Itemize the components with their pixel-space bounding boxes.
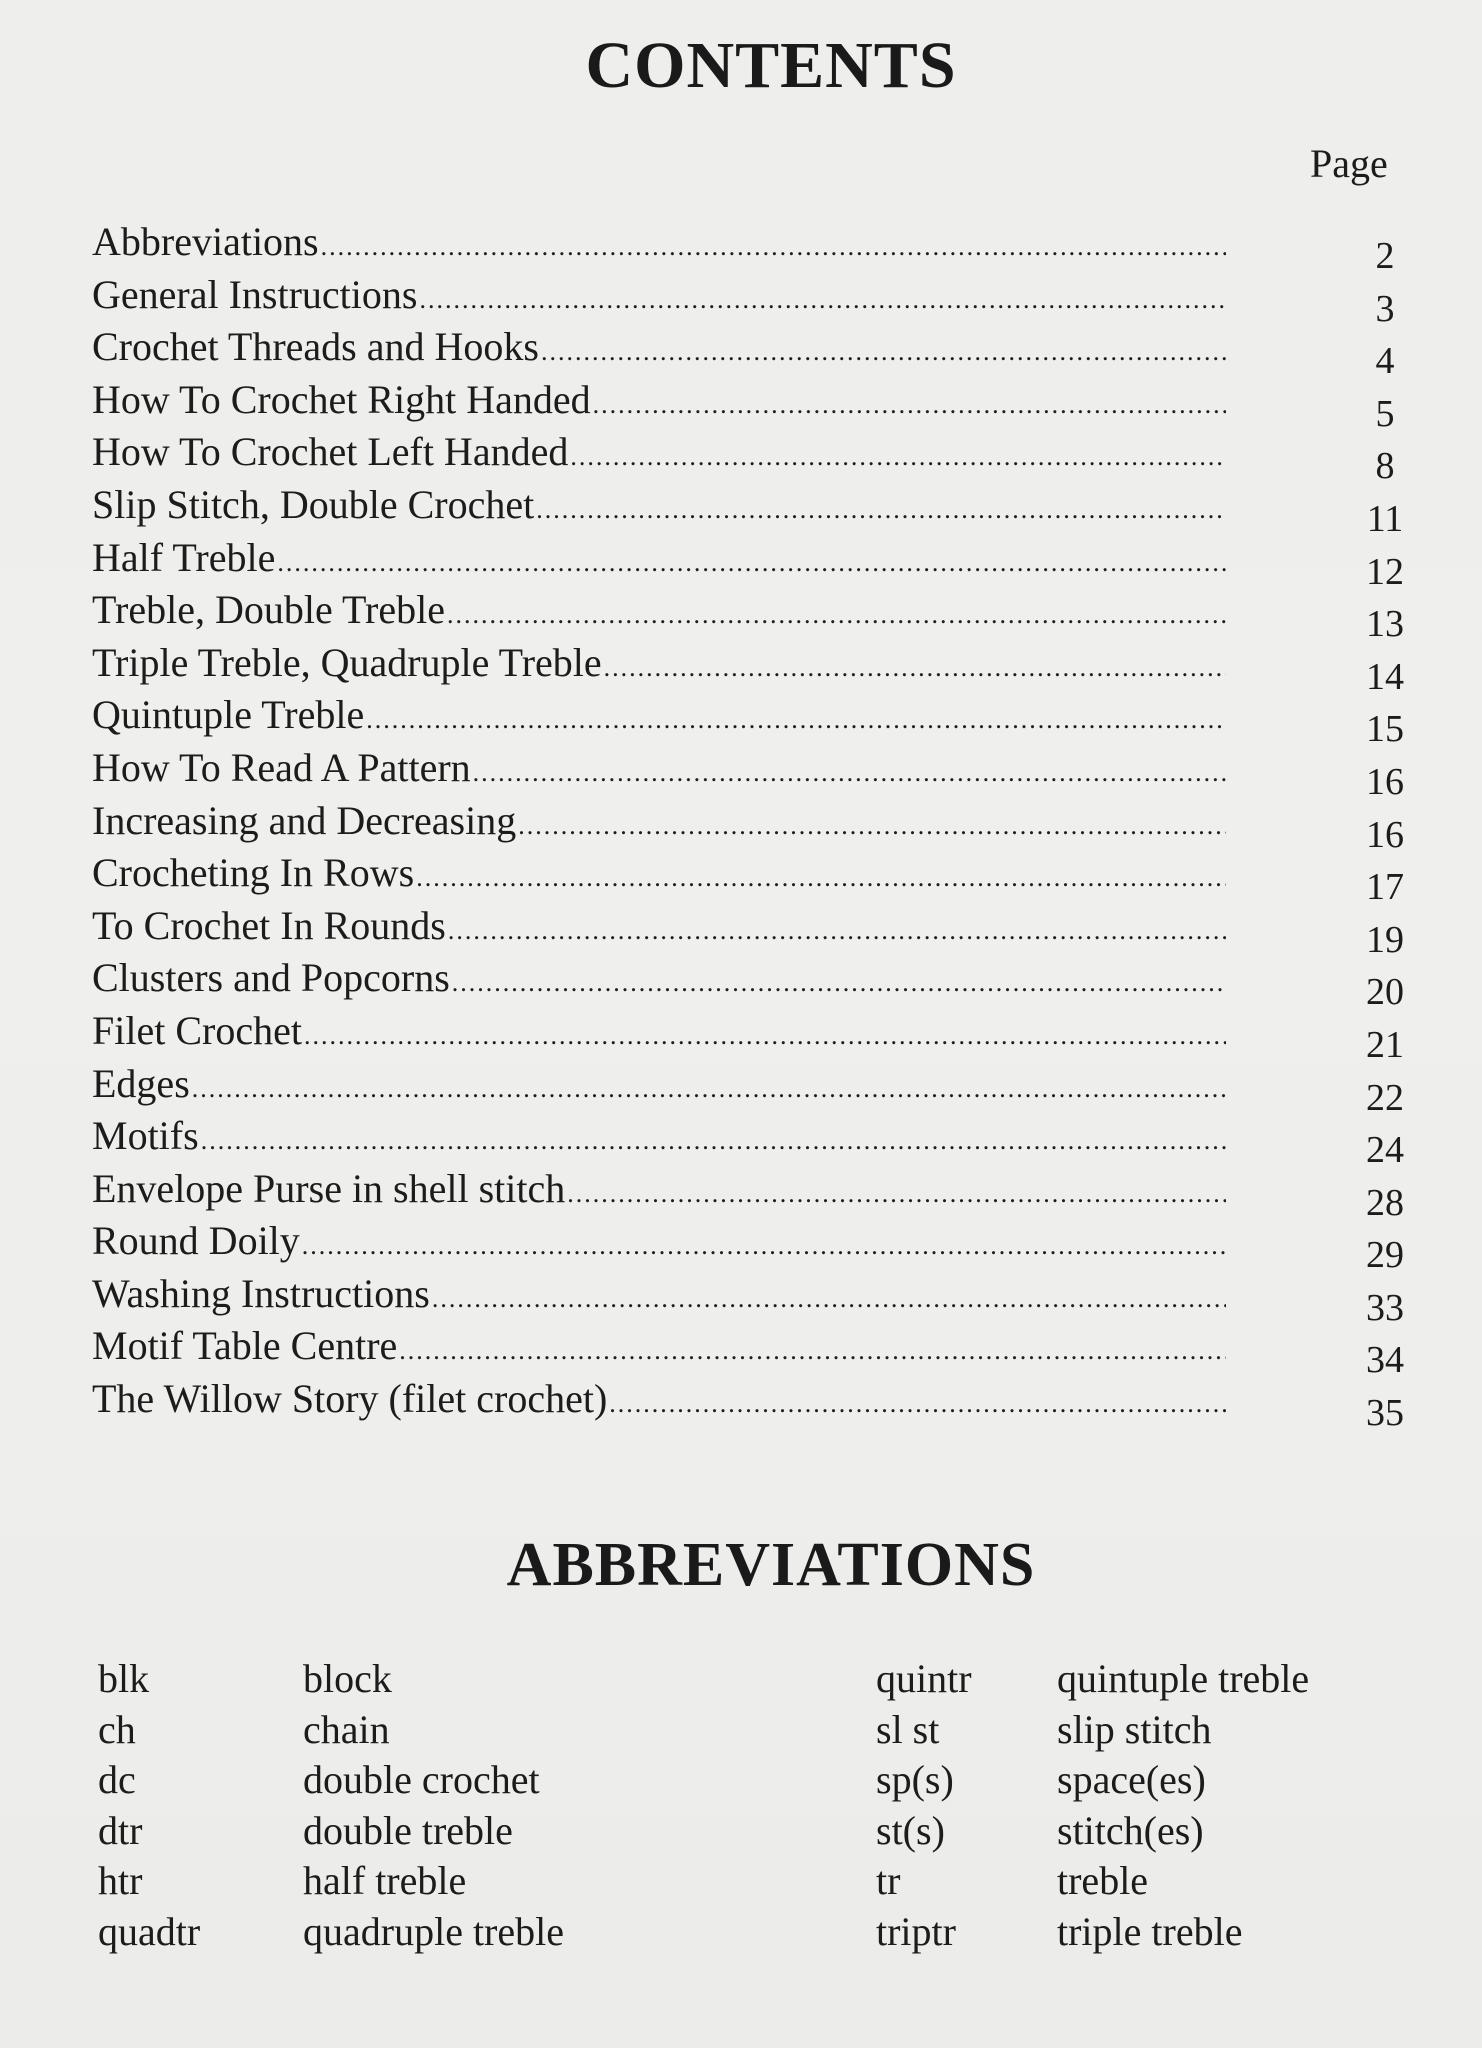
abbreviation-term: quadtr: [98, 1908, 201, 1954]
toc-entry-label: Abbreviations: [92, 219, 319, 264]
toc-entry: [92, 586, 1404, 646]
dot-leader: [419, 285, 1226, 315]
toc-entry-label: Motif Table Centre: [92, 1323, 398, 1369]
toc-entry-label: Half Treble: [92, 534, 276, 580]
toc-entry-label: Round Doily: [92, 1218, 300, 1264]
abbreviation-row: [0, 1857, 1482, 1908]
toc-entry-label: Clusters and Popcorns: [92, 955, 450, 1001]
abbreviation-term: dtr: [98, 1807, 143, 1853]
abbreviation-term: triptr: [876, 1908, 956, 1954]
toc-entry-page: 28: [1366, 1181, 1404, 1224]
abbreviation-meaning: double treble: [303, 1807, 513, 1853]
toc-entry-page: 5: [1375, 392, 1395, 435]
abbreviation-term: tr: [876, 1858, 901, 1903]
toc-entry: [92, 1270, 1404, 1329]
toc-entry-page: 34: [1366, 1339, 1404, 1382]
abbreviation-term: sl st: [876, 1706, 940, 1752]
abbreviation-meaning: treble: [1057, 1858, 1149, 1903]
toc-entry: [92, 744, 1404, 803]
dot-leader: [366, 705, 1226, 735]
toc-entry-page: 3: [1375, 287, 1395, 330]
abbreviation-meaning: double crochet: [303, 1757, 540, 1802]
abbreviations-table: [0, 1655, 1482, 1958]
dot-leader: [399, 1336, 1226, 1366]
dot-leader: [593, 390, 1226, 420]
toc-entry-page: 16: [1366, 813, 1404, 856]
abbreviation-term: dc: [98, 1757, 136, 1802]
toc-entry-label: Edges: [92, 1060, 190, 1106]
abbreviation-meaning: slip stitch: [1057, 1706, 1212, 1752]
abbreviation-row: [0, 1655, 1482, 1706]
abbreviation-meaning: space(es): [1057, 1757, 1206, 1802]
toc-entry: [92, 1217, 1404, 1277]
toc-entry-label: How To Crochet Right Handed: [92, 376, 591, 422]
abbreviation-row: [0, 1807, 1482, 1858]
abbreviation-meaning: half treble: [303, 1858, 467, 1903]
toc-entry-label: The Willow Story (filet crochet): [92, 1376, 608, 1422]
toc-entry: [92, 271, 1395, 330]
toc-entry: [92, 849, 1404, 909]
abbreviation-meaning: chain: [303, 1706, 390, 1752]
abbreviation-term: htr: [98, 1858, 143, 1903]
toc-entry-label: Slip Stitch, Double Crochet: [92, 481, 535, 527]
contents-title: CONTENTS: [585, 29, 957, 102]
page-column-header: Page: [1310, 141, 1388, 186]
toc-entry-page: 8: [1375, 445, 1395, 488]
toc-entry-label: How To Read A Pattern: [92, 744, 471, 790]
toc-entry-label: Quintuple Treble: [92, 692, 365, 738]
toc-entry-label: Treble, Double Treble: [92, 587, 445, 633]
toc-entry: [92, 902, 1404, 961]
toc-entry: [92, 1375, 1404, 1435]
toc-entry: [92, 428, 1395, 488]
toc-entry-page: 13: [1366, 603, 1404, 646]
toc-entry-page: 17: [1366, 866, 1404, 909]
toc-entry: [92, 954, 1404, 1014]
toc-entry-label: Crochet Threads and Hooks: [92, 324, 539, 370]
dot-leader: [192, 1074, 1226, 1104]
dot-leader: [536, 495, 1226, 525]
toc-entry-page: 11: [1366, 497, 1404, 540]
dot-leader: [473, 758, 1226, 788]
abbreviation-term: st(s): [876, 1807, 945, 1853]
abbreviation-term: sp(s): [876, 1757, 954, 1802]
dot-leader: [448, 916, 1226, 946]
toc-entry-page: 29: [1366, 1234, 1404, 1277]
toc-entry-page: 2: [1375, 235, 1395, 277]
toc-entry-page: 33: [1366, 1286, 1404, 1329]
dot-leader: [452, 968, 1226, 998]
dot-leader: [302, 1231, 1226, 1261]
toc-entry-label: How To Crochet Left Handed: [92, 429, 569, 475]
dot-leader: [321, 232, 1226, 262]
abbreviation-meaning: block: [303, 1656, 392, 1701]
toc-entry-label: Motifs: [92, 1113, 199, 1159]
toc-entry: [92, 323, 1395, 383]
toc-entry-label: Washing Instructions: [92, 1270, 430, 1316]
toc-entry: [92, 1165, 1404, 1224]
toc-entry: [92, 1007, 1404, 1066]
toc-entry: [92, 639, 1404, 698]
abbreviations-title: ABBREVIATIONS: [506, 1531, 1036, 1599]
abbreviation-meaning: quadruple treble: [303, 1908, 564, 1954]
toc-entry-page: 22: [1366, 1076, 1404, 1119]
dot-leader: [541, 337, 1226, 367]
abbreviation-term: blk: [98, 1656, 150, 1701]
abbreviation-row: [0, 1706, 1482, 1757]
toc-entry-page: 14: [1366, 655, 1404, 698]
toc-entry: [92, 534, 1404, 593]
abbreviation-row: [0, 1908, 1482, 1959]
dot-leader: [604, 653, 1226, 683]
toc-entry: [92, 481, 1404, 540]
toc-entry: [92, 376, 1395, 435]
abbreviation-term: quintr: [876, 1656, 972, 1701]
abbreviation-meaning: quintuple treble: [1057, 1656, 1310, 1701]
dot-leader: [567, 1179, 1226, 1209]
dot-leader: [304, 1021, 1226, 1051]
toc-entry: [92, 691, 1404, 751]
toc-entry-page: 35: [1366, 1392, 1404, 1435]
toc-entry-page: 15: [1366, 708, 1404, 751]
toc-entry-label: To Crochet In Rounds: [92, 902, 446, 948]
toc-entry-page: 4: [1375, 340, 1395, 383]
toc-entry-label: General Instructions: [92, 271, 418, 317]
toc-entry-page: 20: [1366, 971, 1404, 1014]
toc-entry-page: 19: [1366, 918, 1404, 961]
toc-entry: [92, 1322, 1404, 1382]
toc-entry-page: 12: [1366, 550, 1404, 593]
abbreviation-meaning: triple treble: [1057, 1908, 1243, 1954]
abbreviation-row: [0, 1756, 1482, 1807]
table-of-contents: [92, 218, 1404, 1435]
toc-entry-page: 21: [1366, 1023, 1404, 1066]
toc-entry-label: Triple Treble, Quadruple Treble: [92, 639, 602, 685]
toc-entry-page: 16: [1366, 760, 1404, 803]
dot-leader: [416, 863, 1226, 893]
toc-entry: [92, 1060, 1404, 1119]
toc-entry-label: Increasing and Decreasing: [92, 797, 517, 843]
toc-entry: [92, 1112, 1404, 1172]
dot-leader: [518, 811, 1226, 841]
dot-leader: [432, 1284, 1226, 1314]
abbreviation-meaning: stitch(es): [1057, 1807, 1204, 1853]
dot-leader: [570, 442, 1226, 472]
toc-entry-label: Crocheting In Rows: [92, 850, 415, 896]
dot-leader: [609, 1389, 1226, 1419]
abbreviation-term: ch: [98, 1706, 136, 1752]
toc-entry: [92, 797, 1404, 856]
dot-leader: [447, 600, 1226, 630]
toc-entry: [92, 218, 1395, 277]
toc-entry-page: 24: [1366, 1129, 1404, 1172]
dot-leader: [277, 548, 1226, 578]
toc-entry-label: Filet Crochet: [92, 1007, 302, 1053]
toc-entry-label: Envelope Purse in shell stitch: [92, 1165, 566, 1211]
dot-leader: [201, 1126, 1226, 1156]
